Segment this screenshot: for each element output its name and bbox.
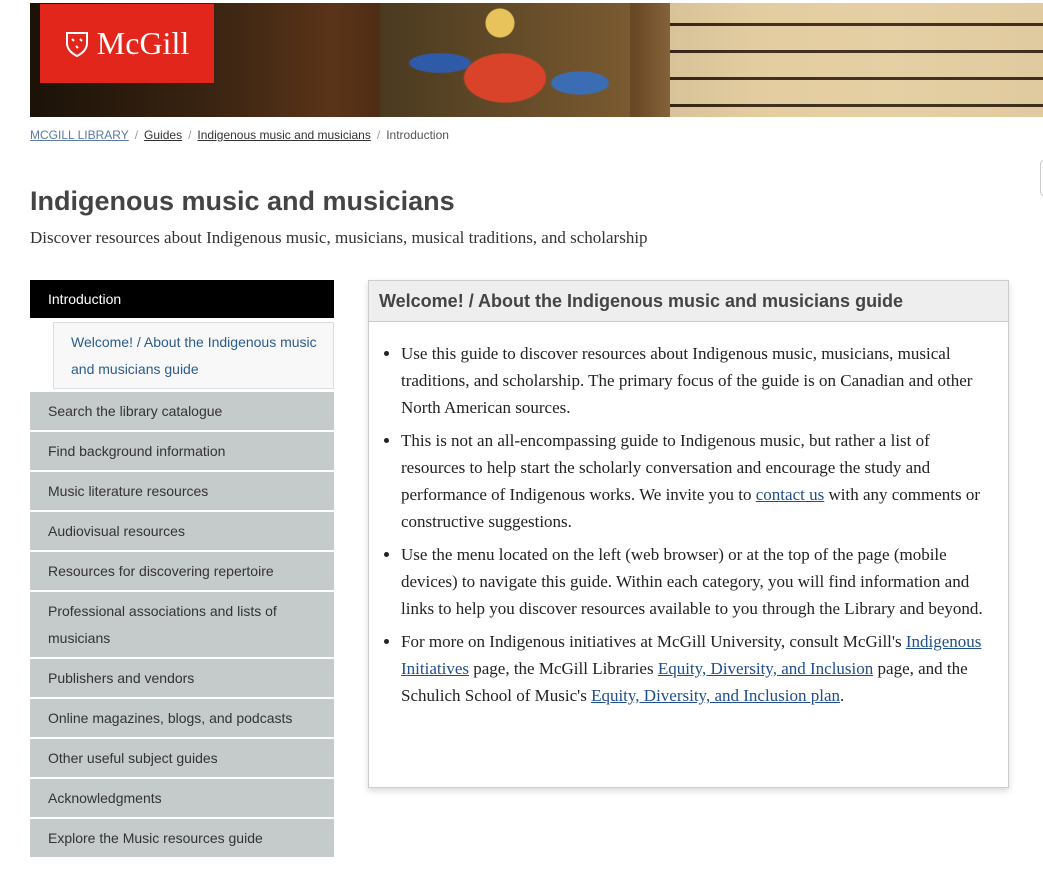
box-header: Welcome! / About the Indigenous music and musicians guide	[369, 281, 1008, 322]
bullet-text: with any comments or constructive suggestions.	[401, 485, 981, 531]
sidebar-item-associations[interactable]: Professional associations and lists of musicians	[30, 592, 334, 657]
sidebar-item-online-magazines[interactable]: Online magazines, blogs, and podcasts	[30, 699, 334, 737]
list-item	[401, 427, 990, 535]
bullet-text: Use this guide to discover resources about Indigenous music, musicians, musical traditions, and scholarship. The primary focus of the guide is on Canadian and other North American sources.	[401, 344, 973, 417]
breadcrumb-home-link[interactable]: MCGILL LIBRARY	[30, 128, 129, 142]
breadcrumb-guides-link[interactable]: Guides	[144, 128, 183, 142]
manuscript-illustration	[380, 3, 630, 117]
sidebar-item-background-info[interactable]: Find background information	[30, 432, 334, 470]
edi-plan-link[interactable]: Equity, Diversity, and Inclusion plan	[591, 686, 841, 705]
crest-icon	[65, 31, 89, 57]
breadcrumb-separator: /	[376, 128, 381, 142]
guide-sidebar-nav	[30, 280, 334, 859]
breadcrumb-separator: /	[134, 128, 139, 142]
list-item	[401, 541, 990, 622]
mcgill-logo[interactable]	[40, 4, 214, 83]
list-item	[401, 340, 990, 421]
sidebar-item-subject-guides[interactable]: Other useful subject guides	[30, 739, 334, 777]
breadcrumb-current: Introduction	[386, 128, 449, 142]
sidebar-item-audiovisual[interactable]: Audiovisual resources	[30, 512, 334, 550]
edi-libraries-link[interactable]: Equity, Diversity, and Inclusion	[657, 659, 874, 678]
breadcrumb	[30, 128, 449, 142]
bullet-text: Use the menu located on the left (web browser) or at the top of the page (mobile devices) to navigate this guide. Within each category, you will find information and links to help you discover resources available to you through the Library and beyond.	[401, 545, 983, 618]
bullet-text: .	[840, 686, 845, 705]
sidebar-item-music-literature[interactable]: Music literature resources	[30, 472, 334, 510]
bullet-text: For more on Indigenous initiatives at McGill University, consult McGill's	[401, 632, 906, 651]
breadcrumb-guide-link[interactable]: Indigenous music and musicians	[197, 128, 371, 142]
indigenous-initiatives-link[interactable]: Indigenous Initiatives	[401, 632, 982, 678]
sidebar-item-music-resources[interactable]: Explore the Music resources guide	[30, 819, 334, 857]
list-item	[401, 628, 990, 709]
sidebar-subitem-welcome[interactable]: Welcome! / About the Indigenous music and musicians guide	[53, 322, 334, 389]
logo-text: McGill	[96, 25, 190, 61]
bullet-text: This is not an all-encompassing guide to Indigenous music, but rather a list of resources to help start the scholarly conversation and encourage the study and performance of Indigenous works. We invite you to	[401, 431, 931, 504]
contact-us-link[interactable]: contact us	[755, 485, 825, 504]
content-list	[369, 322, 1008, 709]
manuscript-script-image	[670, 3, 1043, 117]
page-title: Indigenous music and musicians	[30, 186, 455, 216]
bullet-text: page, the McGill Libraries	[468, 659, 658, 678]
bullet-text: page, and the Schulich School of Music's	[401, 659, 968, 705]
sidebar-item-repertoire[interactable]: Resources for discovering repertoire	[30, 552, 334, 590]
breadcrumb-separator: /	[188, 128, 192, 142]
header-banner	[30, 3, 1043, 117]
sidebar-item-introduction[interactable]: Introduction	[30, 280, 334, 318]
sidebar-item-publishers[interactable]: Publishers and vendors	[30, 659, 334, 697]
page-subtitle: Discover resources about Indigenous music, musicians, musical traditions, and scholarship	[30, 228, 648, 247]
sidebar-item-acknowledgments[interactable]: Acknowledgments	[30, 779, 334, 817]
sidebar-item-search-catalogue[interactable]: Search the library catalogue	[30, 392, 334, 430]
welcome-content-box	[368, 280, 1009, 788]
